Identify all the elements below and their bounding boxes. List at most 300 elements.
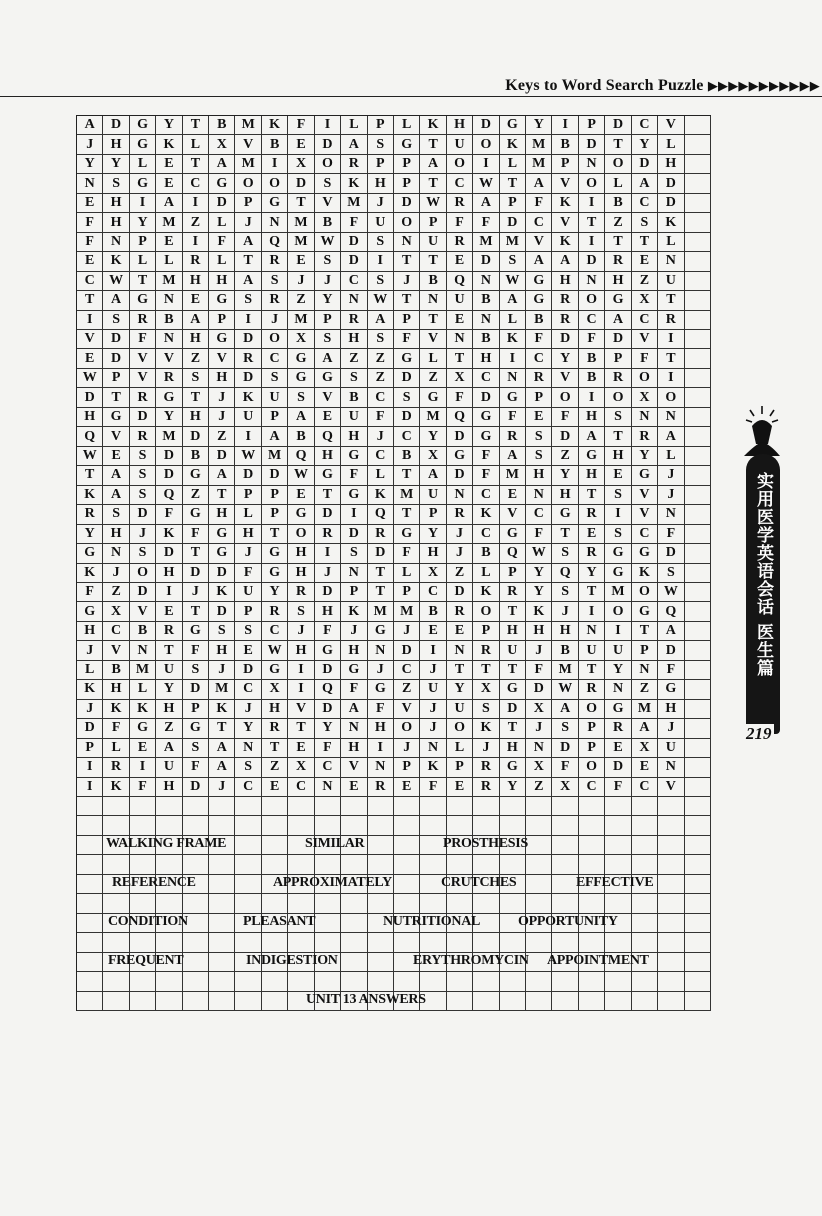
grid-cell: U	[420, 233, 446, 252]
grid-cell: G	[500, 116, 526, 135]
grid-cell	[658, 933, 684, 952]
grid-cell: N	[341, 291, 367, 310]
page-number: 219	[746, 724, 772, 743]
grid-cell: O	[579, 700, 605, 719]
grid-cell: Q	[77, 427, 103, 446]
grid-cell	[368, 797, 394, 816]
grid-cell: M	[156, 427, 182, 446]
grid-cell: G	[605, 700, 631, 719]
grid-cell: D	[130, 505, 156, 524]
grid-cell: F	[526, 525, 552, 544]
grid-cell: Z	[632, 272, 658, 291]
grid-cell: J	[526, 719, 552, 738]
grid-cell: G	[209, 291, 235, 310]
grid-cell: Y	[77, 525, 103, 544]
grid-cell: H	[368, 174, 394, 193]
grid-cell: T	[103, 388, 129, 407]
grid-cell: W	[526, 544, 552, 563]
grid-cell: N	[658, 408, 684, 427]
grid-cell: S	[526, 427, 552, 446]
grid-cell	[262, 972, 288, 991]
grid-cell	[447, 797, 473, 816]
answers-footer: UNIT 13 ANSWERS	[306, 992, 426, 1007]
grid-cell: N	[579, 622, 605, 641]
grid-cell: Y	[262, 583, 288, 602]
grid-cell: G	[262, 544, 288, 563]
grid-cell: N	[156, 291, 182, 310]
grid-cell	[605, 933, 631, 952]
grid-cell: Q	[262, 233, 288, 252]
grid-cell	[341, 953, 367, 972]
grid-cell: L	[420, 349, 446, 368]
grid-cell: A	[209, 739, 235, 758]
grid-cell: S	[315, 174, 341, 193]
grid-cell: F	[315, 739, 341, 758]
grid-cell: T	[262, 739, 288, 758]
grid-cell: H	[473, 349, 499, 368]
grid-cell	[526, 816, 552, 835]
grid-cell	[156, 816, 182, 835]
grid-cell: Q	[658, 602, 684, 621]
grid-cell	[235, 855, 261, 874]
grid-cell: G	[130, 174, 156, 193]
grid-cell: S	[183, 739, 209, 758]
grid-cell	[685, 466, 711, 485]
grid-cell: D	[394, 369, 420, 388]
grid-cell: L	[605, 174, 631, 193]
grid-cell: D	[103, 116, 129, 135]
grid-cell: W	[262, 641, 288, 660]
grid-cell: J	[658, 719, 684, 738]
grid-cell: Y	[315, 291, 341, 310]
grid-cell: J	[420, 661, 446, 680]
grid-cell: I	[156, 583, 182, 602]
grid-cell: G	[447, 447, 473, 466]
grid-cell: J	[420, 719, 446, 738]
grid-cell: M	[552, 661, 578, 680]
grid-cell: D	[183, 564, 209, 583]
grid-cell: H	[262, 700, 288, 719]
grid-cell: I	[658, 369, 684, 388]
grid-cell: O	[552, 388, 578, 407]
grid-cell	[103, 797, 129, 816]
grid-cell: F	[183, 758, 209, 777]
grid-cell: T	[130, 272, 156, 291]
grid-cell	[183, 894, 209, 913]
grid-cell: H	[579, 466, 605, 485]
grid-cell	[552, 855, 578, 874]
grid-cell	[685, 855, 711, 874]
grid-cell: I	[235, 311, 261, 330]
grid-cell: N	[156, 330, 182, 349]
grid-cell: E	[235, 641, 261, 660]
grid-cell: L	[341, 116, 367, 135]
grid-cell: S	[183, 369, 209, 388]
grid-cell: U	[420, 486, 446, 505]
grid-cell	[500, 894, 526, 913]
grid-cell	[685, 135, 711, 154]
grid-cell: K	[473, 505, 499, 524]
grid-cell: K	[341, 602, 367, 621]
grid-cell: I	[605, 622, 631, 641]
grid-cell	[183, 992, 209, 1011]
grid-cell: T	[368, 564, 394, 583]
grid-cell: B	[209, 116, 235, 135]
grid-cell: F	[209, 233, 235, 252]
grid-cell	[103, 992, 129, 1011]
grid-cell: T	[658, 349, 684, 368]
grid-cell	[341, 816, 367, 835]
grid-cell	[156, 933, 182, 952]
grid-cell: J	[658, 486, 684, 505]
grid-cell: V	[420, 330, 446, 349]
grid-cell: C	[447, 174, 473, 193]
grid-cell: A	[103, 466, 129, 485]
grid-cell: T	[183, 602, 209, 621]
grid-cell: Q	[447, 408, 473, 427]
grid-cell: K	[500, 135, 526, 154]
grid-cell: H	[183, 272, 209, 291]
grid-cell	[579, 894, 605, 913]
grid-cell: E	[288, 135, 314, 154]
grid-cell: G	[368, 680, 394, 699]
grid-cell	[262, 894, 288, 913]
grid-cell: F	[77, 213, 103, 232]
grid-cell	[685, 602, 711, 621]
grid-cell	[368, 933, 394, 952]
grid-cell: E	[447, 622, 473, 641]
grid-cell: G	[130, 719, 156, 738]
grid-cell: A	[288, 408, 314, 427]
grid-cell	[209, 855, 235, 874]
grid-cell	[685, 778, 711, 797]
grid-cell: G	[632, 544, 658, 563]
grid-cell: P	[368, 155, 394, 174]
grid-cell: J	[420, 700, 446, 719]
grid-cell: F	[394, 544, 420, 563]
grid-cell: Q	[447, 272, 473, 291]
grid-cell: M	[262, 447, 288, 466]
grid-cell: E	[447, 252, 473, 271]
grid-cell	[130, 894, 156, 913]
grid-cell	[685, 700, 711, 719]
grid-cell: L	[130, 252, 156, 271]
grid-cell: I	[368, 252, 394, 271]
grid-cell: A	[632, 719, 658, 738]
grid-cell: H	[500, 739, 526, 758]
grid-cell: E	[130, 739, 156, 758]
answer-nutritional: NUTRITIONAL	[383, 914, 481, 929]
grid-cell	[420, 933, 446, 952]
grid-cell: D	[500, 213, 526, 232]
grid-cell: S	[235, 622, 261, 641]
grid-cell	[183, 953, 209, 972]
grid-cell: U	[156, 758, 182, 777]
grid-cell	[685, 155, 711, 174]
grid-cell: D	[658, 194, 684, 213]
grid-cell	[235, 816, 261, 835]
grid-cell: V	[632, 486, 658, 505]
grid-cell	[103, 894, 129, 913]
grid-cell: I	[315, 116, 341, 135]
grid-cell: A	[420, 155, 446, 174]
grid-cell: G	[500, 680, 526, 699]
grid-cell: T	[183, 388, 209, 407]
grid-cell: B	[473, 544, 499, 563]
grid-cell: Y	[156, 408, 182, 427]
grid-cell: I	[183, 194, 209, 213]
grid-cell	[685, 427, 711, 446]
grid-cell: A	[235, 233, 261, 252]
grid-cell: X	[262, 680, 288, 699]
grid-cell: D	[315, 661, 341, 680]
grid-cell: A	[658, 427, 684, 446]
grid-cell	[130, 992, 156, 1011]
grid-cell: E	[632, 758, 658, 777]
grid-cell: P	[394, 758, 420, 777]
grid-cell: V	[130, 369, 156, 388]
grid-cell: V	[632, 505, 658, 524]
grid-cell: I	[579, 194, 605, 213]
grid-cell	[77, 992, 103, 1011]
grid-cell: G	[262, 564, 288, 583]
grid-cell	[235, 836, 261, 855]
grid-cell: D	[156, 447, 182, 466]
grid-cell: T	[500, 661, 526, 680]
grid-cell: T	[183, 116, 209, 135]
grid-cell: C	[394, 661, 420, 680]
grid-cell	[685, 641, 711, 660]
grid-cell	[77, 816, 103, 835]
grid-cell	[447, 855, 473, 874]
grid-cell: P	[526, 388, 552, 407]
grid-cell: D	[235, 661, 261, 680]
grid-cell: O	[473, 135, 499, 154]
grid-cell	[685, 875, 711, 894]
grid-cell: N	[394, 233, 420, 252]
grid-cell: E	[156, 233, 182, 252]
grid-cell: D	[77, 719, 103, 738]
grid-cell: C	[526, 505, 552, 524]
grid-cell: R	[341, 311, 367, 330]
grid-cell: N	[658, 505, 684, 524]
grid-cell: B	[315, 213, 341, 232]
grid-cell: J	[183, 583, 209, 602]
grid-cell: D	[156, 466, 182, 485]
grid-cell: A	[526, 252, 552, 271]
grid-cell	[473, 816, 499, 835]
grid-cell	[685, 933, 711, 952]
grid-cell	[685, 213, 711, 232]
grid-cell: X	[288, 155, 314, 174]
grid-cell: K	[262, 116, 288, 135]
grid-cell	[447, 894, 473, 913]
grid-cell: Z	[605, 213, 631, 232]
grid-cell	[183, 972, 209, 991]
grid-cell: G	[209, 174, 235, 193]
grid-cell: G	[341, 661, 367, 680]
grid-cell: O	[447, 155, 473, 174]
grid-cell: W	[77, 447, 103, 466]
grid-cell: J	[526, 641, 552, 660]
grid-cell: P	[420, 213, 446, 232]
grid-cell	[552, 836, 578, 855]
grid-cell: J	[368, 661, 394, 680]
grid-cell: Z	[394, 680, 420, 699]
grid-cell: Z	[632, 680, 658, 699]
grid-cell: Q	[315, 427, 341, 446]
grid-cell	[288, 855, 314, 874]
grid-cell: S	[658, 564, 684, 583]
grid-cell: R	[130, 311, 156, 330]
grid-cell: R	[368, 778, 394, 797]
grid-cell: M	[394, 486, 420, 505]
grid-cell: R	[605, 369, 631, 388]
grid-cell: H	[341, 427, 367, 446]
grid-cell: D	[315, 505, 341, 524]
grid-cell: L	[658, 447, 684, 466]
grid-cell: B	[552, 641, 578, 660]
grid-cell: S	[103, 174, 129, 193]
grid-cell: G	[394, 135, 420, 154]
grid-cell: Z	[183, 486, 209, 505]
grid-cell	[685, 291, 711, 310]
grid-cell	[552, 894, 578, 913]
grid-cell: D	[209, 602, 235, 621]
grid-cell: E	[605, 466, 631, 485]
grid-cell: M	[420, 408, 446, 427]
grid-cell: X	[420, 564, 446, 583]
grid-cell: Z	[368, 349, 394, 368]
grid-cell: Y	[632, 135, 658, 154]
grid-cell	[368, 816, 394, 835]
grid-cell: N	[235, 739, 261, 758]
grid-cell: K	[552, 233, 578, 252]
grid-cell: H	[156, 564, 182, 583]
grid-cell: E	[77, 349, 103, 368]
grid-cell: L	[209, 252, 235, 271]
grid-cell: T	[156, 641, 182, 660]
grid-cell: G	[77, 544, 103, 563]
grid-cell: B	[420, 272, 446, 291]
grid-cell	[526, 972, 552, 991]
grid-cell: O	[262, 330, 288, 349]
grid-cell: J	[77, 135, 103, 154]
grid-cell	[526, 836, 552, 855]
grid-cell: Y	[500, 778, 526, 797]
grid-cell	[685, 447, 711, 466]
grid-cell	[658, 875, 684, 894]
grid-cell: K	[77, 486, 103, 505]
grid-cell	[420, 894, 446, 913]
grid-cell: H	[658, 700, 684, 719]
grid-cell	[315, 816, 341, 835]
grid-cell: F	[526, 194, 552, 213]
grid-cell: S	[315, 252, 341, 271]
grid-cell: M	[500, 466, 526, 485]
grid-cell	[341, 933, 367, 952]
grid-cell: S	[288, 602, 314, 621]
grid-cell: H	[77, 408, 103, 427]
grid-cell: E	[103, 447, 129, 466]
grid-cell	[447, 972, 473, 991]
grid-cell	[685, 525, 711, 544]
grid-cell	[368, 972, 394, 991]
grid-cell: F	[473, 213, 499, 232]
grid-cell: R	[447, 233, 473, 252]
grid-cell: F	[632, 349, 658, 368]
grid-cell: E	[526, 408, 552, 427]
grid-cell: L	[156, 252, 182, 271]
grid-cell	[103, 933, 129, 952]
grid-cell: X	[632, 291, 658, 310]
grid-cell: D	[315, 583, 341, 602]
grid-cell: N	[103, 233, 129, 252]
grid-cell	[685, 583, 711, 602]
grid-cell: R	[262, 252, 288, 271]
grid-cell: H	[341, 641, 367, 660]
grid-cell: X	[473, 680, 499, 699]
grid-cell: W	[368, 291, 394, 310]
grid-cell	[77, 933, 103, 952]
grid-cell: S	[605, 408, 631, 427]
grid-cell	[605, 797, 631, 816]
grid-cell	[235, 894, 261, 913]
grid-cell: C	[632, 311, 658, 330]
grid-cell: P	[209, 311, 235, 330]
grid-cell: O	[579, 291, 605, 310]
grid-cell: A	[77, 116, 103, 135]
grid-cell: C	[77, 272, 103, 291]
grid-cell	[685, 233, 711, 252]
grid-cell: L	[447, 739, 473, 758]
grid-cell: J	[552, 602, 578, 621]
grid-cell: T	[632, 233, 658, 252]
grid-cell: D	[447, 427, 473, 446]
grid-cell: B	[103, 661, 129, 680]
grid-cell: S	[130, 447, 156, 466]
grid-cell: S	[315, 330, 341, 349]
grid-cell	[685, 894, 711, 913]
grid-cell: Z	[288, 291, 314, 310]
grid-cell: W	[500, 272, 526, 291]
grid-cell: P	[394, 311, 420, 330]
grid-cell: N	[447, 486, 473, 505]
grid-cell	[447, 992, 473, 1011]
grid-cell: J	[130, 525, 156, 544]
grid-cell: F	[473, 466, 499, 485]
grid-cell: S	[552, 719, 578, 738]
grid-cell: S	[341, 544, 367, 563]
grid-cell	[209, 914, 235, 933]
grid-cell	[685, 252, 711, 271]
grid-cell: D	[526, 680, 552, 699]
grid-cell: Z	[447, 564, 473, 583]
grid-cell: H	[315, 447, 341, 466]
grid-cell: E	[77, 194, 103, 213]
grid-cell: I	[288, 661, 314, 680]
grid-cell	[209, 933, 235, 952]
grid-cell: R	[77, 505, 103, 524]
grid-cell: X	[103, 602, 129, 621]
grid-cell: N	[341, 719, 367, 738]
grid-cell: C	[103, 622, 129, 641]
grid-cell: G	[473, 408, 499, 427]
grid-cell: H	[368, 719, 394, 738]
grid-cell: A	[235, 272, 261, 291]
grid-cell: V	[394, 700, 420, 719]
grid-cell	[685, 388, 711, 407]
